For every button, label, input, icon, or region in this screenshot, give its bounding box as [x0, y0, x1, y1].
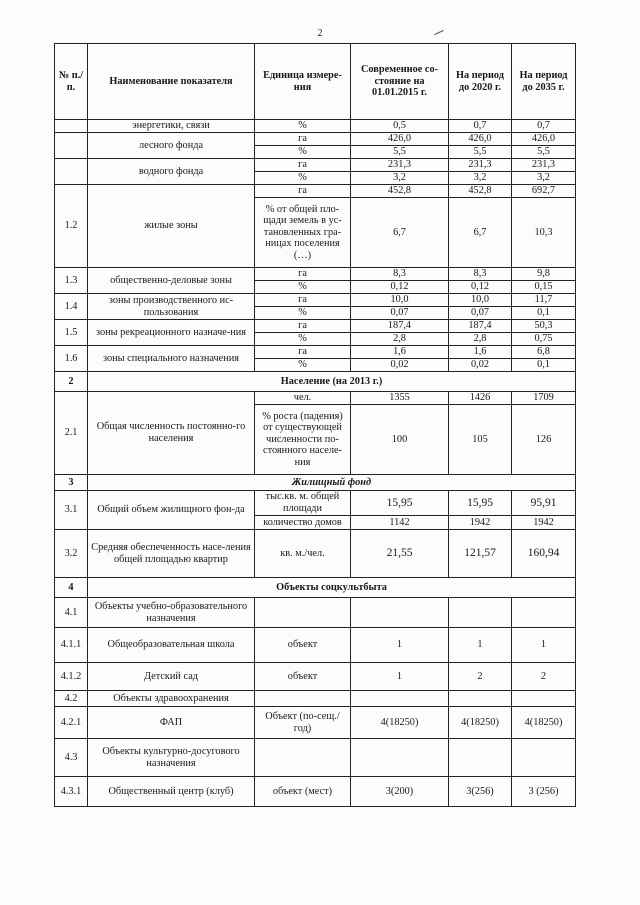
table-row [55, 739, 576, 777]
cell-num: 1.2 [55, 185, 88, 268]
header-2020: На период до 2020 г. [449, 44, 512, 120]
cell-2020: 5,5 [449, 146, 512, 159]
cell-2035: 95,91 [512, 491, 576, 516]
cell-2020: 0,12 [449, 281, 512, 294]
cell-num: 1.5 [55, 320, 88, 346]
cell-unit: га [255, 133, 351, 146]
section-title: Объекты соцкультбыта [88, 578, 576, 598]
cell-2035: 692,7 [512, 185, 576, 198]
cell-2020: 8,3 [449, 268, 512, 281]
cell-2020: 121,57 [449, 530, 512, 578]
table-row [55, 598, 576, 628]
table-row [55, 663, 576, 691]
cell-num: 4.1 [55, 598, 88, 628]
cell-2035: 0,15 [512, 281, 576, 294]
cell-current: 0,5 [351, 120, 449, 133]
cell-unit: % [255, 146, 351, 159]
cell-2020: 1 [449, 628, 512, 663]
table-row [55, 491, 576, 516]
cell-num: 3.2 [55, 530, 88, 578]
table-row [55, 392, 576, 405]
cell-name: Общественный центр (клуб) [88, 777, 255, 807]
cell-num: 2.1 [55, 392, 88, 475]
cell-unit [255, 691, 351, 707]
section-num: 3 [55, 475, 88, 491]
cell-2020 [449, 691, 512, 707]
cell-2035: 3 (256) [512, 777, 576, 807]
cell-unit: % роста (падения) от существующей численности по-стоянного населе-ния [255, 405, 351, 475]
cell-2035: 4(18250) [512, 707, 576, 739]
cell-unit: % [255, 172, 351, 185]
cell-2020: 3(256) [449, 777, 512, 807]
header-current: Современное со-стояние на 01.01.2015 г. [351, 44, 449, 120]
cell-name: общественно-деловые зоны [88, 268, 255, 294]
cell-current: 426,0 [351, 133, 449, 146]
cell-current: 0,12 [351, 281, 449, 294]
cell-2035: 1942 [512, 516, 576, 530]
header-num: № п./п. [55, 44, 88, 120]
cell-2020 [449, 739, 512, 777]
table-row [55, 294, 576, 307]
section-num: 2 [55, 372, 88, 392]
cell-num [55, 120, 88, 133]
cell-unit: объект [255, 663, 351, 691]
cell-2035: 0,7 [512, 120, 576, 133]
cell-current [351, 739, 449, 777]
cell-2035: 3,2 [512, 172, 576, 185]
cell-2020 [449, 598, 512, 628]
cell-unit: % [255, 120, 351, 133]
cell-unit: % [255, 281, 351, 294]
table-row [55, 777, 576, 807]
cell-name: зоны рекреационного назначе-ния [88, 320, 255, 346]
cell-2020: 231,3 [449, 159, 512, 172]
cell-name: Объекты культурно-досугового назначения [88, 739, 255, 777]
cell-current: 8,3 [351, 268, 449, 281]
cell-2035: 1709 [512, 392, 576, 405]
cell-unit: га [255, 294, 351, 307]
table-row [55, 320, 576, 333]
cell-unit: га [255, 159, 351, 172]
cell-num: 4.1.1 [55, 628, 88, 663]
cell-current: 5,5 [351, 146, 449, 159]
cell-2020: 0,02 [449, 359, 512, 372]
cell-2020: 1,6 [449, 346, 512, 359]
cell-2035 [512, 598, 576, 628]
cell-2020: 0,7 [449, 120, 512, 133]
cell-2035: 0,1 [512, 359, 576, 372]
cell-num: 1.6 [55, 346, 88, 372]
table-row [55, 120, 576, 133]
cell-current: 0,07 [351, 307, 449, 320]
cell-2035: 50,3 [512, 320, 576, 333]
cell-unit: % от общей пло-щади земель в ус-тановленных гра-ницах поселения (…) [255, 198, 351, 268]
header-unit: Единица измере-ния [255, 44, 351, 120]
table-row [55, 691, 576, 707]
header-2035: На период до 2035 г. [512, 44, 576, 120]
cell-2020: 2,8 [449, 333, 512, 346]
cell-num: 4.2 [55, 691, 88, 707]
cell-2020: 2 [449, 663, 512, 691]
cell-current: 100 [351, 405, 449, 475]
cell-name: Объекты учебно-образовательного назначения [88, 598, 255, 628]
indicators-table [54, 43, 576, 807]
cell-unit: кв. м./чел. [255, 530, 351, 578]
cell-current: 0,02 [351, 359, 449, 372]
table-row [55, 707, 576, 739]
cell-2035: 0,75 [512, 333, 576, 346]
cell-unit: тыс.кв. м. общей площади [255, 491, 351, 516]
cell-2035: 160,94 [512, 530, 576, 578]
cell-name: Объекты здравоохранения [88, 691, 255, 707]
page-number: 2 [317, 28, 323, 39]
cell-2035 [512, 739, 576, 777]
cell-2035: 2 [512, 663, 576, 691]
cell-num: 4.1.2 [55, 663, 88, 691]
table-row [55, 133, 576, 146]
cell-num [55, 159, 88, 185]
table-row [55, 346, 576, 359]
cell-current: 1 [351, 628, 449, 663]
cell-current: 231,3 [351, 159, 449, 172]
cell-2035: 426,0 [512, 133, 576, 146]
cell-name: зоны специального назначения [88, 346, 255, 372]
cell-unit: Объект (по-сещ./год) [255, 707, 351, 739]
header-name: Наименование показателя [88, 44, 255, 120]
cell-name: Детский сад [88, 663, 255, 691]
cell-num: 3.1 [55, 491, 88, 530]
cell-2020: 426,0 [449, 133, 512, 146]
cell-2020: 15,95 [449, 491, 512, 516]
cell-current: 1355 [351, 392, 449, 405]
table-row [55, 628, 576, 663]
cell-name: жилые зоны [88, 185, 255, 268]
cell-unit: % [255, 333, 351, 346]
cell-name: лесного фонда [88, 133, 255, 159]
cell-current: 10,0 [351, 294, 449, 307]
cell-name: Общая численность постоянно-го населения [88, 392, 255, 475]
cell-num: 1.4 [55, 294, 88, 320]
section-row [55, 475, 576, 491]
table-row [55, 268, 576, 281]
cell-2035: 5,5 [512, 146, 576, 159]
cell-name: водного фонда [88, 159, 255, 185]
cell-2020: 452,8 [449, 185, 512, 198]
cell-name: Общий объем жилищного фон-да [88, 491, 255, 530]
cell-unit: га [255, 268, 351, 281]
cell-2020: 187,4 [449, 320, 512, 333]
cell-2035: 11,7 [512, 294, 576, 307]
cell-unit: га [255, 346, 351, 359]
cell-num: 4.3.1 [55, 777, 88, 807]
cell-unit: количество домов [255, 516, 351, 530]
cell-2020: 1426 [449, 392, 512, 405]
cell-current [351, 598, 449, 628]
cell-current: 187,4 [351, 320, 449, 333]
cell-current: 3,2 [351, 172, 449, 185]
cell-current: 1 [351, 663, 449, 691]
cell-2035: 10,3 [512, 198, 576, 268]
cell-2020: 3,2 [449, 172, 512, 185]
cell-current: 1,6 [351, 346, 449, 359]
cell-name: зоны производственного ис-пользования [88, 294, 255, 320]
cell-2020: 0,07 [449, 307, 512, 320]
cell-unit: га [255, 185, 351, 198]
cell-num: 4.2.1 [55, 707, 88, 739]
cell-unit: объект (мест) [255, 777, 351, 807]
cell-2020: 6,7 [449, 198, 512, 268]
cell-unit [255, 598, 351, 628]
section-row [55, 578, 576, 598]
cell-2020: 1942 [449, 516, 512, 530]
cell-2035 [512, 691, 576, 707]
section-row [55, 372, 576, 392]
cell-name: ФАП [88, 707, 255, 739]
cell-current: 452,8 [351, 185, 449, 198]
cell-name: Средняя обеспеченность насе-ления общей площадью квартир [88, 530, 255, 578]
cell-2035: 0,1 [512, 307, 576, 320]
table-header [55, 44, 576, 120]
cell-current: 1142 [351, 516, 449, 530]
cell-current: 4(18250) [351, 707, 449, 739]
cell-2035: 126 [512, 405, 576, 475]
table-row [55, 185, 576, 198]
cell-unit: чел. [255, 392, 351, 405]
cell-unit: га [255, 320, 351, 333]
cell-current: 3(200) [351, 777, 449, 807]
cell-num [55, 133, 88, 159]
cell-num: 4.3 [55, 739, 88, 777]
cell-unit: объект [255, 628, 351, 663]
cell-unit: % [255, 359, 351, 372]
section-title: Жилищный фонд [88, 475, 576, 491]
cell-2035: 9,8 [512, 268, 576, 281]
cell-current [351, 691, 449, 707]
cell-current: 15,95 [351, 491, 449, 516]
cell-unit: % [255, 307, 351, 320]
table-row [55, 530, 576, 578]
section-num: 4 [55, 578, 88, 598]
cell-2020: 10,0 [449, 294, 512, 307]
cell-name: Общеобразовательная школа [88, 628, 255, 663]
cell-2035: 1 [512, 628, 576, 663]
cell-unit [255, 739, 351, 777]
cell-current: 21,55 [351, 530, 449, 578]
cell-2020: 4(18250) [449, 707, 512, 739]
cell-2035: 6,8 [512, 346, 576, 359]
cell-name: энергетики, связи [88, 120, 255, 133]
cell-current: 2,8 [351, 333, 449, 346]
cell-num: 1.3 [55, 268, 88, 294]
cell-2020: 105 [449, 405, 512, 475]
cell-2035: 231,3 [512, 159, 576, 172]
cell-current: 6,7 [351, 198, 449, 268]
table-row [55, 159, 576, 172]
section-title: Население (на 2013 г.) [88, 372, 576, 392]
